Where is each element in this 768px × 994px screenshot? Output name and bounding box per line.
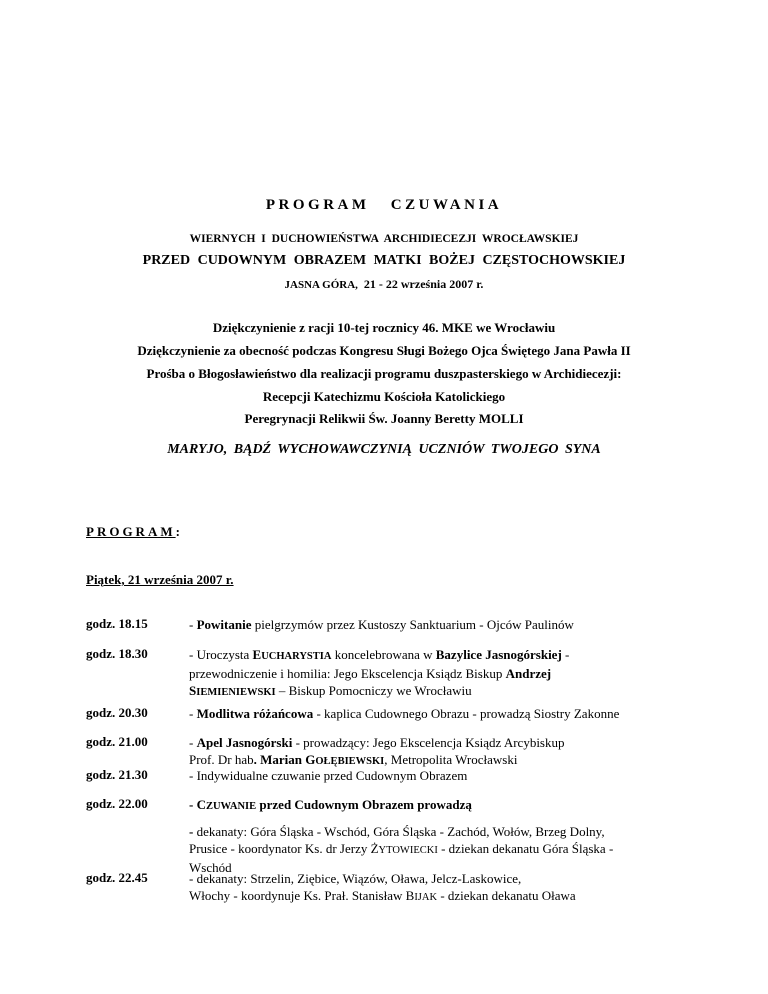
schedule-time: godz. 22.45 [86, 870, 148, 885]
subtitle-line-2: PRZED CUDOWNYM OBRAZEM MATKI BOŻEJ CZĘSTOCHOWSKIEJ [142, 253, 626, 268]
schedule-description-line [189, 665, 719, 682]
text-segment: koncelebrowana w [331, 647, 436, 662]
text-segment: - Uroczysta [189, 647, 253, 662]
text-segment: S [189, 683, 197, 698]
schedule-description-line [189, 682, 719, 701]
schedule-description [189, 796, 719, 815]
schedule-description [189, 734, 719, 770]
schedule-description [189, 823, 719, 876]
text-segment: Prusice - koordynator Ks. dr Jerzy Ż [189, 841, 379, 856]
place-and-date [0, 277, 768, 292]
text-segment: – Biskup Pomocniczy we Wrocławiu [275, 683, 472, 698]
text-segment: Wschód [189, 860, 232, 875]
thanks-line-3: Prośba o Błogosławieństwo dla realizacji programu duszpasterskiego w Archidiecezji: [146, 366, 622, 381]
document-title: PROGRAM CZUWANIA [265, 197, 503, 213]
text-segment: - dziekan dekanatu Góra Śląska - [437, 841, 614, 856]
schedule-time: godz. 18.30 [86, 646, 148, 661]
schedule-time: godz. 21.30 [86, 767, 148, 782]
schedule-description-line [189, 767, 719, 784]
text-segment: - dziekan dekanatu Oława [437, 888, 576, 903]
text-segment: Prof. Dr hab [189, 752, 254, 767]
schedule-time: godz. 21.00 [86, 734, 148, 749]
text-segment: YTOWIECKI [378, 845, 438, 856]
text-segment: Powitanie [196, 617, 252, 632]
text-segment: Modlitwa różańcowa [196, 706, 314, 721]
subtitle-line-1: WIERNYCH I DUCHOWIEŃSTWA ARCHIDIECEZJI WROCŁAWSKIEJ [189, 233, 579, 245]
text-segment: IEMIENIEWSKI [196, 687, 276, 698]
place-name: JASNA GÓRA, [284, 279, 358, 291]
text-segment: ZUWANIE [205, 801, 257, 812]
schedule-description-line [189, 796, 719, 815]
schedule-description-line [189, 840, 719, 859]
schedule-description [189, 705, 719, 722]
program-heading-text: PROGRAM [86, 524, 176, 539]
schedule-description-line [189, 823, 719, 840]
text-segment: - [189, 824, 197, 839]
schedule-description-line [189, 887, 719, 906]
text-segment: - Indywidualne czuwanie przed Cudownym Obrazem [189, 768, 468, 783]
text-segment: - kaplica Cudownego Obrazu - prowadzą Siostry Zakonne [313, 706, 620, 721]
text-segment: OŁĘBIEWSKI [315, 756, 385, 767]
thanks-line-1: Dziękczynienie z racji 10-tej rocznicy 46. MKE we Wrocławiu [212, 320, 556, 335]
schedule-description-line [189, 734, 719, 751]
thanks-line-2: Dziękczynienie za obecność podczas Kongresu Sługi Bożego Ojca Świętego Jana Pawła II [137, 343, 631, 358]
text-segment: IJAK [414, 892, 438, 903]
text-segment: - [189, 706, 197, 721]
day-heading: Piątek, 21 września 2007 r. [86, 572, 234, 587]
thanks-line-4: Recepcji Katechizmu Kościoła Katolickiego [262, 389, 506, 404]
schedule-time: godz. 18.15 [86, 616, 148, 631]
text-segment: E [252, 647, 262, 662]
program-heading [86, 524, 183, 540]
text-segment: Apel Jasnogórski [196, 735, 293, 750]
schedule-description [189, 646, 719, 701]
schedule-description-line [189, 705, 719, 722]
program-heading-colon: : [175, 524, 183, 539]
event-dates: 21 - 22 września 2007 r. [363, 277, 484, 291]
text-segment: przewodniczenie i homilia: Jego Ekscelencja Ksiądz Biskup [189, 666, 506, 681]
schedule-description-line [189, 870, 719, 887]
text-segment: przed Cudownym Obrazem prowadzą [256, 797, 472, 812]
text-segment: . Marian G [253, 752, 316, 767]
text-segment: - C [189, 797, 206, 812]
text-segment: pielgrzymów przez Kustoszy Sanktuarium - Ojców Paulinów [251, 617, 574, 632]
text-segment: Bazylice Jasnogórskiej [435, 647, 562, 662]
schedule-description [189, 767, 719, 784]
text-segment: Włochy - koordynuje Ks. Prał. Stanisław B [189, 888, 415, 903]
schedule-description-line [189, 646, 719, 665]
schedule-description [189, 616, 719, 633]
schedule-description [189, 870, 719, 906]
thanks-line-5: Peregrynacji Relikwii Św. Joanny Beretty MOLLI [244, 411, 524, 426]
text-segment: Andrzej [505, 666, 552, 681]
text-segment: - [189, 617, 197, 632]
text-segment: - dekanaty: Strzelin, Ziębice, Wiązów, Oława, Jelcz-Laskowice, [189, 871, 522, 886]
text-segment: - prowadzący: Jego Ekscelencja Ksiądz Arcybiskup [292, 735, 565, 750]
text-segment: , Metropolita Wrocławski [384, 752, 518, 767]
motto: MARYJO, BĄDŹ WYCHOWAWCZYNIĄ UCZNIÓW TWOJEGO SYNA [167, 442, 601, 457]
text-segment: UCHARYSTIA [261, 651, 332, 662]
text-segment: - [561, 647, 570, 662]
text-segment: dekanaty: Góra Śląska - Wschód, Góra Śląska - Zachód, Wołów, Brzeg Dolny, [196, 824, 605, 839]
schedule-time: godz. 22.00 [86, 796, 148, 811]
schedule-time: godz. 20.30 [86, 705, 148, 720]
schedule-description-line [189, 616, 719, 633]
text-segment: - [189, 735, 197, 750]
